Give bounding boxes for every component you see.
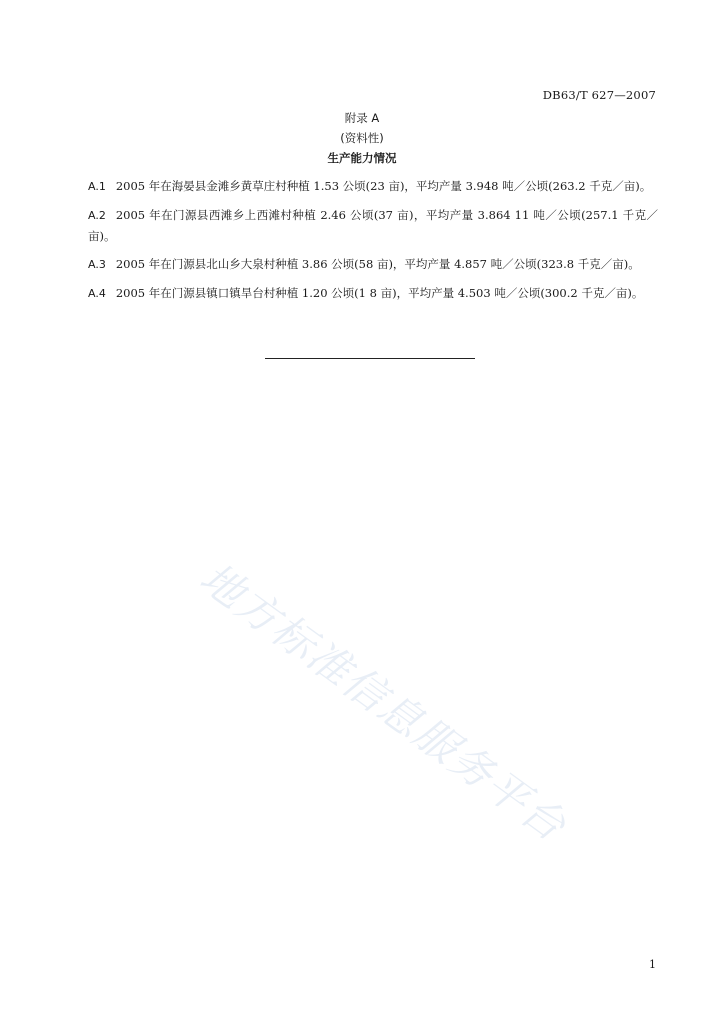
clause-number: A.1 [88, 180, 106, 193]
appendix-label: 附录 A [344, 111, 380, 125]
clause-number: A.3 [88, 258, 106, 271]
document-code: DB63/T 627—2007 [542, 88, 656, 102]
clause-number: A.4 [88, 287, 106, 300]
clause-text: 2005 年在门源县镇口镇旱台村种植 1.20 公顷(1 8 亩)，平均产量 4.503 吨／公顷(300.2 千克／亩)。 [115, 286, 644, 300]
clause-text: 2005 年在门源县北山乡大泉村种植 3.86 公顷(58 亩)，平均产量 4.857 吨／公顷(323.8 千克／亩)。 [115, 257, 640, 271]
clause-a3 [88, 254, 658, 275]
clause-a4 [88, 283, 658, 304]
clause-list [88, 176, 658, 312]
clause-a1 [88, 176, 658, 197]
end-rule [265, 358, 475, 359]
watermark: 地方标准信息服务平台 [191, 552, 576, 852]
clause-text: 2005 年在海晏县金滩乡黄草庄村种植 1.53 公顷(23 亩)，平均产量 3.948 吨／公顷(263.2 千克／亩)。 [115, 179, 652, 193]
appendix-title: 生产能力情况 [327, 151, 397, 165]
clause-text: 2005 年在门源县西滩乡上西滩村种植 2.46 公顷(37 亩)，平均产量 3.864 11 吨／公顷(257.1 千克／亩)。 [88, 208, 658, 243]
clause-number: A.2 [88, 209, 106, 222]
appendix-nature: (资料性) [340, 131, 384, 145]
clause-a2 [88, 205, 658, 246]
page-number: 1 [649, 958, 656, 971]
